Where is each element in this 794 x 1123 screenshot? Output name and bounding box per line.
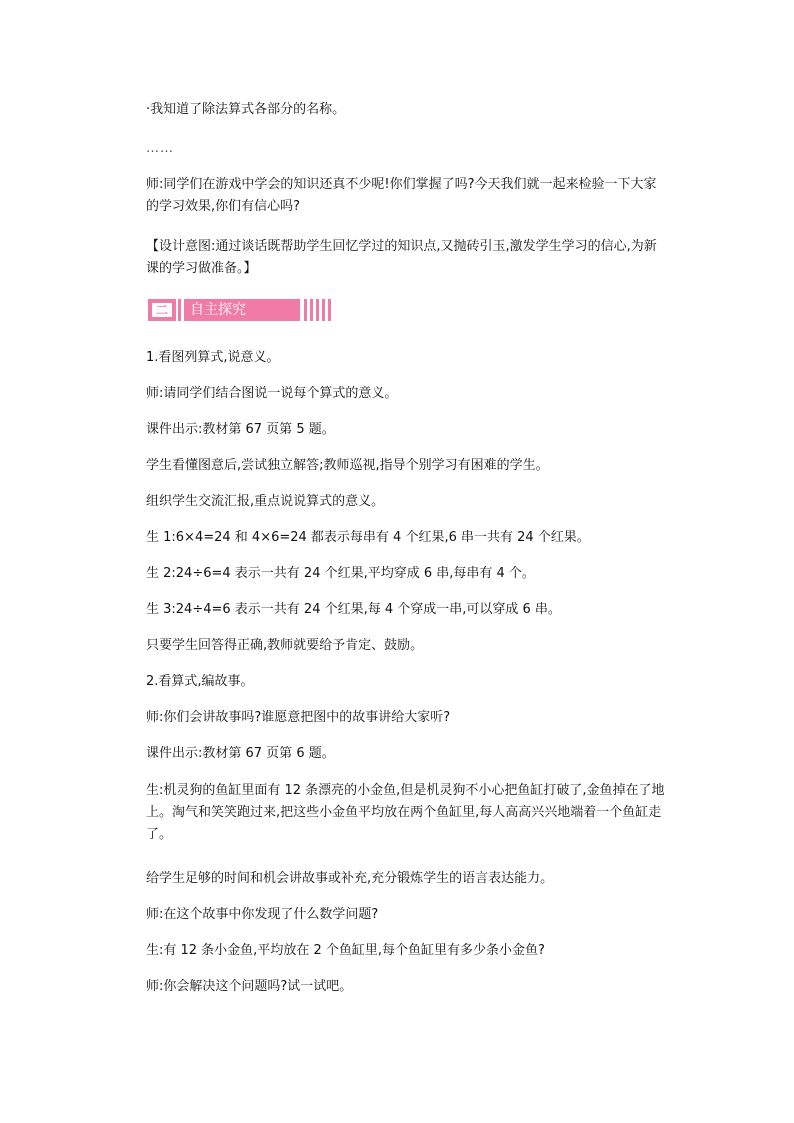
section-number: 二 [155, 303, 168, 317]
section-stripe [304, 299, 307, 321]
paragraph: 课件出示:教材第 67 页第 6 题。 [146, 746, 335, 761]
section-stripe [310, 299, 313, 321]
paragraph: 课件出示:教材第 67 页第 5 题。 [146, 422, 335, 437]
section-stripe [328, 299, 331, 321]
paragraph: 师:在这个故事中你发现了什么数学问题? [146, 907, 379, 922]
paragraph: 师:你们会讲故事吗?谁愿意把图中的故事讲给大家听? [146, 710, 451, 725]
paragraph: 师:请同学们结合图说一说每个算式的意义。 [146, 386, 398, 401]
step-heading: 1.看图列算式,说意义。 [146, 350, 280, 365]
ellipsis: …… [146, 141, 174, 156]
paragraph: 给学生足够的时间和机会讲故事或补充,充分锻炼学生的语言表达能力。 [146, 871, 554, 886]
paragraph: 学生看懂图意后,尝试独立解答;教师巡视,指导个别学习有困难的学生。 [146, 458, 549, 473]
section-stripe [316, 299, 319, 321]
section-number-badge [148, 299, 176, 321]
paragraph: 生 2:24÷6=4 表示一共有 24 个红果,平均穿成 6 串,每串有 4 个。 [146, 566, 535, 581]
section-separator [178, 299, 181, 321]
section-header [148, 299, 332, 321]
paragraph: 生 3:24÷4=6 表示一共有 24 个红果,每 4 个穿成一串,可以穿成 6 串。 [146, 602, 561, 617]
teacher-paragraph: 师:同学们在游戏中学会的知识还真不少呢!你们掌握了吗?今天我们就一起来检验一下大家的学习效果,你们有信心吗? [146, 177, 657, 214]
paragraph: 只要学生回答得正确,教师就要给予肯定、鼓励。 [146, 638, 424, 653]
step-heading: 2.看算式,编故事。 [146, 674, 254, 689]
paragraph: 生:有 12 条小金鱼,平均放在 2 个鱼缸里,每个鱼缸里有多少条小金鱼? [146, 943, 545, 958]
paragraph: 组织学生交流汇报,重点说说算式的意义。 [146, 494, 385, 509]
section-title: 自主探究 [190, 302, 246, 318]
intro-line: ·我知道了除法算式各部分的名称。 [146, 102, 346, 117]
paragraph: 生:机灵狗的鱼缸里面有 12 条漂亮的小金鱼,但是机灵狗不小心把鱼缸打破了,金鱼掉在了地上。淘气和笑笑跑过来,把这些小金鱼平均放在两个鱼缸里,每人高高兴兴地端着一个鱼缸走了。 [146, 783, 665, 842]
section-title-bar [184, 299, 300, 321]
design-intent: 【设计意图:通过谈话既帮助学生回忆学过的知识点,又抛砖引玉,激发学生学习的信心,为新课的学习做准备。】 [146, 239, 657, 276]
paragraph: 师:你会解决这个问题吗?试一试吧。 [146, 979, 353, 994]
paragraph: 生 1:6×4=24 和 4×6=24 都表示每串有 4 个红果,6 串一共有 24 个红果。 [146, 530, 590, 545]
section-stripe [322, 299, 325, 321]
